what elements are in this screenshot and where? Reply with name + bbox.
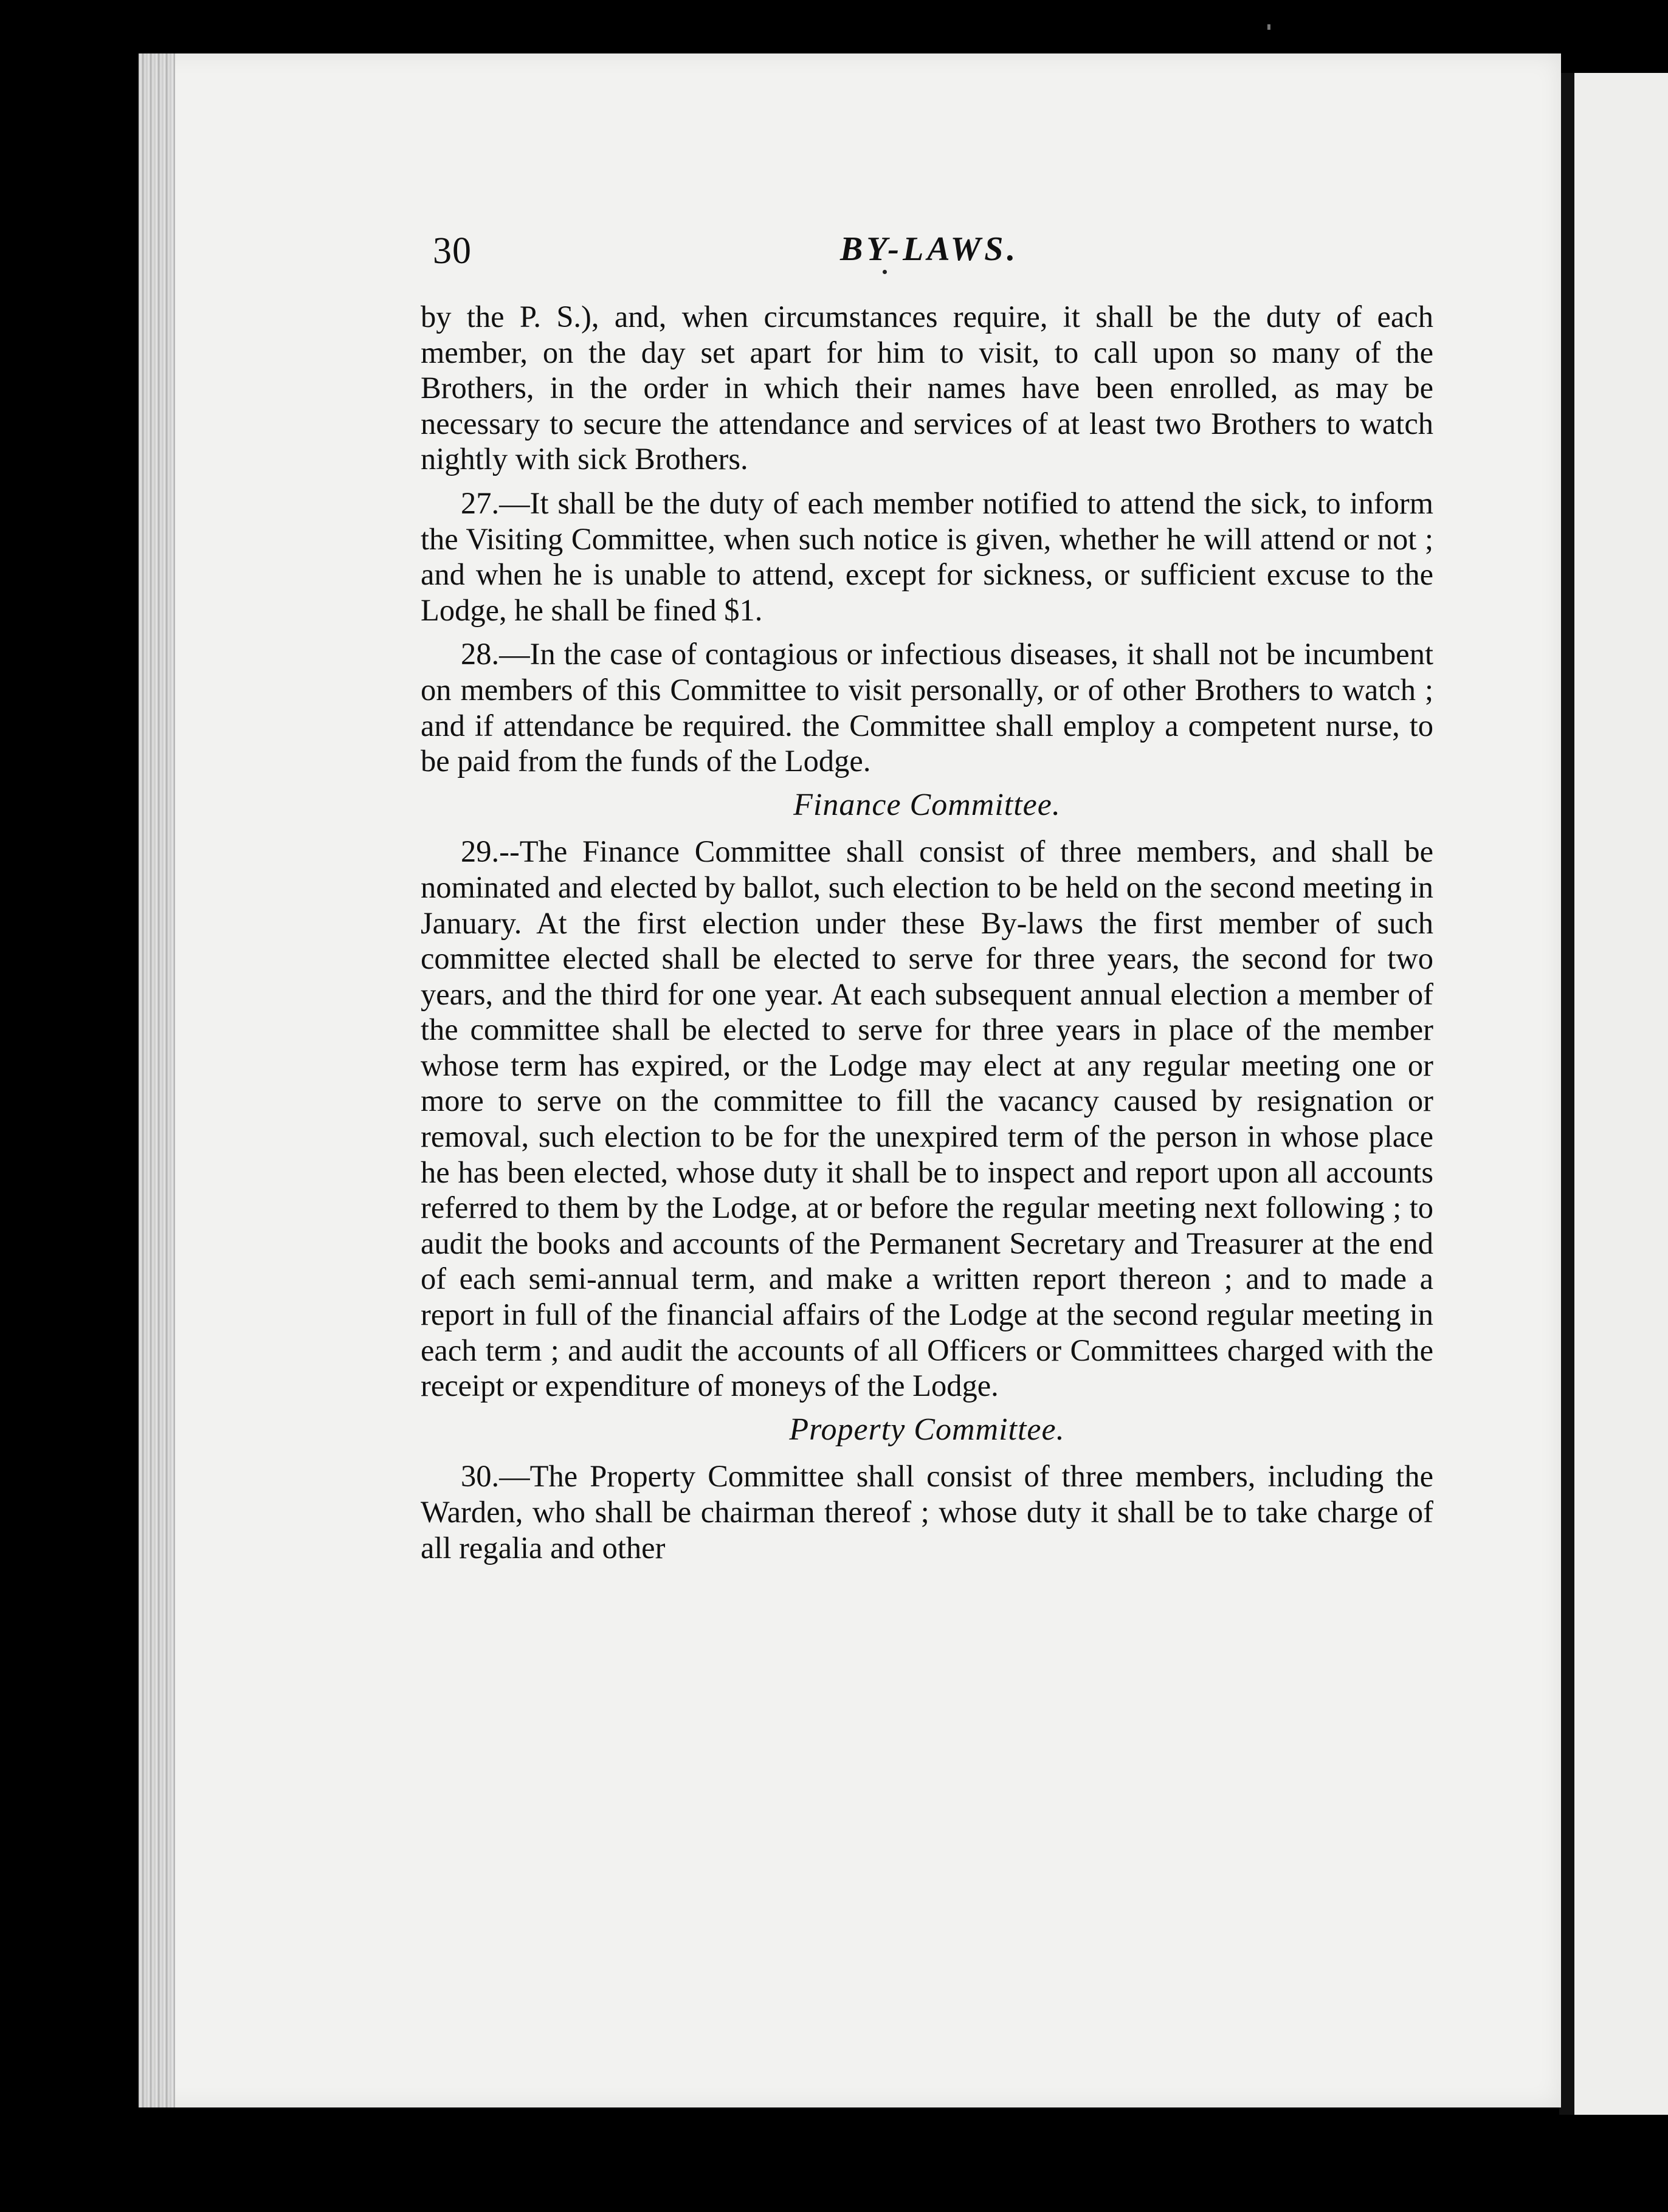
- page-gutter: [1559, 73, 1576, 2115]
- scan-speck: [1267, 24, 1270, 30]
- paragraph-30: 30.—The Property Committee shall consist of three members, including the Warden, who shall be chairman thereof ; whose duty it shall be to take charge of all regalia and other: [421, 1459, 1433, 1565]
- running-head: BY-LAWS.: [840, 230, 1019, 268]
- page-body: [421, 299, 1433, 1574]
- paragraph-continued: by the P. S.), and, when circumstances require, it shall be the duty of each member, on the day set apart for him to visit, to call upon so many of the Brothers, in the order in which their names have been enrolled, as may be necessary to secure the attendance and services of at least two Brothers to watch nightly with sick Brothers.: [421, 300, 1433, 476]
- facing-page-edge: [1574, 73, 1668, 2115]
- section-heading-finance: Finance Committee.: [793, 787, 1061, 822]
- page-binding-edge: [139, 53, 175, 2107]
- paragraph-27: 27.—It shall be the duty of each member notified to attend the sick, to inform the Visiting Committee, when such notice is given, whether he will attend or not ; and when he is unable to attend, except for sickness, or sufficient excuse to the Lodge, he shall be fined $1.: [421, 486, 1433, 627]
- paragraph-28: 28.—In the case of contagious or infectious diseases, it shall not be incumbent on members of this Committee to visit personally, or of other Brothers to watch ; and if attendance be required. the Committee shall employ a competent nurse, to be paid from the funds of the Lodge.: [421, 637, 1433, 778]
- page-number: 30: [433, 230, 472, 272]
- page-header: [433, 230, 1433, 278]
- section-heading-property: Property Committee.: [789, 1412, 1065, 1447]
- paragraph-29: 29.--The Finance Committee shall consist of three members, and shall be nominated and elected by ballot, such election to be held on the second meeting in January. At the first election under these By-laws the first member of such committee elected shall be elected to serve for three years, the second for two years, and the third for one year. At each subsequent annual election a member of the committee shall be elected to serve for three years in place of the member whose term has expired, or the Lodge may elect at any regular meeting one or more to serve on the committee to fill the vacancy caused by resignation or removal, such election to be for the unexpired term of the person in whose place he has been elected, whose duty it shall be to inspect and report upon all accounts referred to them by the Lodge, at or before the regular meeting next following ; to audit the books and accounts of the Permanent Secretary and Treasurer at the end of each semi-annual term, and make a written report thereon ; and to made a report in full of the financial affairs of the Lodge at the second regular meeting in each term ; and audit the accounts of all Officers or Committees charged with the receipt or expenditure of moneys of the Lodge.: [421, 834, 1433, 1403]
